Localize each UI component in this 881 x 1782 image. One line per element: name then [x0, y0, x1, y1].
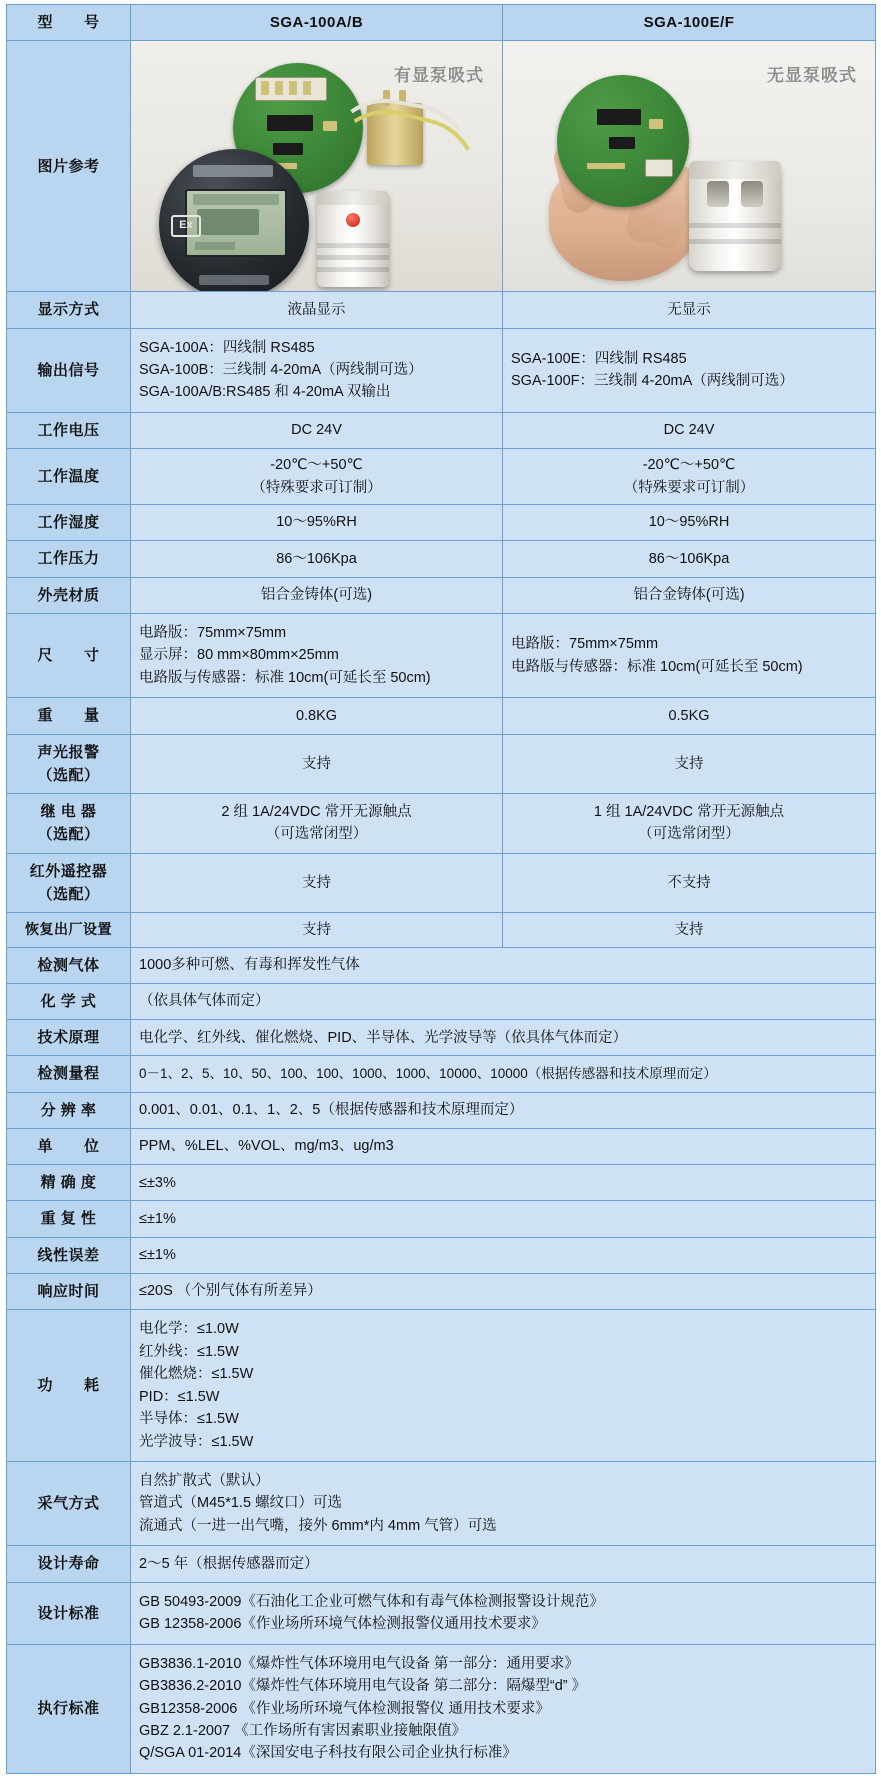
cell-resolution: 0.001、0.01、0.1、1、2、5（根据传感器和技术原理而定）	[131, 1092, 876, 1128]
cell-design-standard	[131, 1582, 876, 1644]
cell-sampling-line2: 管道式（M45*1.5 螺纹口）可选	[139, 1495, 343, 1512]
cell-power-line1: 电化学：≤1.0W	[139, 1321, 239, 1338]
cell-lifespan: 2～5 年（根据传感器而定）	[131, 1546, 876, 1582]
cell-response-time: ≤20S （个别气体有所差异）	[131, 1273, 876, 1309]
cell-power-line4: PID：≤1.5W	[139, 1388, 220, 1405]
row-label-response-time: 响应时间	[7, 1273, 131, 1309]
cell-voltage-b: DC 24V	[503, 412, 876, 448]
cell-dimensions-a-line3: 电路版与传感器：标准 10cm(可延长至 50cm)	[139, 669, 431, 686]
cell-weight-a: 0.8KG	[131, 698, 503, 734]
table-row-linearity	[7, 1237, 876, 1273]
row-label-alarm	[7, 734, 131, 794]
table-row-output	[7, 328, 876, 412]
cell-dimensions-a-line1: 电路版：75mm×75mm	[139, 624, 287, 641]
table-row-photos	[7, 41, 876, 292]
table-row-pressure	[7, 541, 876, 577]
row-label-compliance-standard: 执行标准	[7, 1644, 131, 1773]
cell-temperature-b-line1: -20℃～+50℃	[642, 457, 736, 474]
cell-dimensions-a-line2: 显示屏：80 mm×80mm×25mm	[139, 647, 339, 664]
cell-power-line5: 半导体：≤1.5W	[139, 1411, 239, 1428]
cell-pressure-a: 86～106Kpa	[131, 541, 503, 577]
row-label-relay-line1: 继 电 器	[40, 803, 97, 820]
row-label-housing-material: 外壳材质	[7, 577, 131, 613]
cell-voltage-a: DC 24V	[131, 412, 503, 448]
table-row-ir-remote	[7, 853, 876, 913]
cell-sampling-line1: 自然扩散式（默认）	[139, 1473, 270, 1489]
row-label-relay	[7, 794, 131, 854]
cell-temperature-b	[503, 449, 876, 505]
row-label-resolution: 分 辨 率	[7, 1092, 131, 1128]
cell-relay-b-line2: （可选常闭型）	[638, 826, 740, 843]
cell-factory-reset-a: 支持	[131, 913, 503, 948]
table-row-relay	[7, 794, 876, 854]
product-photo-a	[131, 41, 503, 292]
cell-design-standard-line1: GB 50493-2009《石油化工企业可燃气体和有毒气体检测报警设计规范》	[139, 1593, 604, 1610]
cell-ir-remote-b: 不支持	[503, 853, 876, 913]
cell-temperature-a-line1: -20℃～+50℃	[270, 457, 363, 474]
table-row-sampling	[7, 1462, 876, 1546]
row-label-lifespan: 设计寿命	[7, 1546, 131, 1582]
cell-compliance-standard-line2: GB3836.2-2010《爆炸性气体环境用电气设备 第二部分：隔爆型“d” 》	[139, 1678, 587, 1695]
row-label-sampling: 采气方式	[7, 1462, 131, 1546]
table-row-display	[7, 292, 876, 328]
row-label-pressure: 工作压力	[7, 541, 131, 577]
row-label-relay-line2: （选配）	[37, 826, 100, 844]
row-label-dimensions: 尺 寸	[7, 613, 131, 697]
cell-compliance-standard-line1: GB3836.1-2010《爆炸性气体环境用电气设备 第一部分：通用要求》	[139, 1655, 579, 1672]
cell-temperature-a	[131, 449, 503, 505]
table-row-chemical-formula	[7, 983, 876, 1019]
table-row-compliance-standard	[7, 1644, 876, 1773]
table-row-range	[7, 1056, 876, 1092]
cell-power-line2: 红外线：≤1.5W	[139, 1343, 239, 1360]
cell-weight-b: 0.5KG	[503, 698, 876, 734]
table-row-repeatability	[7, 1201, 876, 1237]
cell-relay-a	[131, 794, 503, 854]
cell-humidity-a: 10～95%RH	[131, 505, 503, 541]
cell-ir-remote-a: 支持	[131, 853, 503, 913]
table-row-unit	[7, 1128, 876, 1164]
cell-alarm-b: 支持	[503, 734, 876, 794]
pcb-board-b	[557, 75, 689, 207]
cell-compliance-standard-line3: GB12358-2006 《作业场所环境气体检测报警仪 通用技术要求》	[139, 1700, 550, 1717]
row-label-ir-remote	[7, 853, 131, 913]
cell-chemical-formula: （依具体气体而定）	[131, 983, 876, 1019]
display-housing-a: Ex	[159, 149, 309, 291]
cell-relay-b-line1: 1 组 1A/24VDC 常开无源触点	[593, 803, 785, 820]
cell-output-b	[503, 328, 876, 412]
table-row-housing-material	[7, 577, 876, 613]
cell-sampling	[131, 1462, 876, 1546]
cell-repeatability: ≤±1%	[131, 1201, 876, 1237]
cell-pressure-b: 86～106Kpa	[503, 541, 876, 577]
sensor-head-b	[689, 161, 781, 271]
cell-compliance-standard-line4: GBZ 2.1-2007 《工作场所有害因素职业接触限值》	[139, 1723, 467, 1739]
table-row-lifespan	[7, 1546, 876, 1582]
cell-temperature-a-line2: （特殊要求可订制）	[251, 479, 382, 496]
cell-alarm-a: 支持	[131, 734, 503, 794]
cell-output-a-line1: SGA-100A：四线制 RS485	[139, 339, 315, 356]
cell-display-a: 液晶显示	[131, 292, 503, 328]
table-row-voltage	[7, 412, 876, 448]
row-label-linearity: 线性误差	[7, 1237, 131, 1273]
row-label-ir-remote-line1: 红外遥控器	[29, 862, 108, 880]
product-spec-table	[6, 4, 876, 1774]
table-row-model	[7, 5, 876, 41]
cell-housing-material-b: 铝合金铸体(可选)	[503, 577, 876, 613]
cell-dimensions-a	[131, 613, 503, 697]
row-label-factory-reset: 恢复出厂设置	[7, 913, 131, 948]
row-label-photo: 图片参考	[7, 41, 131, 292]
cell-housing-material-a: 铝合金铸体(可选)	[131, 577, 503, 613]
row-label-principle: 技术原理	[7, 1020, 131, 1056]
cell-relay-a-line1: 2 组 1A/24VDC 常开无源触点	[221, 803, 412, 820]
table-row-detected-gas	[7, 947, 876, 983]
row-label-display: 显示方式	[7, 292, 131, 328]
cell-output-a-line2: SGA-100B：三线制 4-20mA（两线制可选）	[139, 361, 423, 378]
cell-output-b-line1: SGA-100E：四线制 RS485	[511, 350, 687, 367]
table-row-weight	[7, 698, 876, 734]
cell-compliance-standard	[131, 1644, 876, 1773]
row-label-alarm-line2: （选配）	[37, 766, 100, 784]
cell-power-line3: 催化燃烧：≤1.5W	[139, 1366, 254, 1383]
row-label-weight: 重 量	[7, 698, 131, 734]
table-row-dimensions	[7, 613, 876, 697]
row-label-ir-remote-line2: （选配）	[37, 885, 100, 903]
cell-output-b-line2: SGA-100F：三线制 4-20mA（两线制可选）	[511, 373, 794, 390]
column-header-b: SGA-100E/F	[503, 5, 876, 41]
row-label-alarm-line1: 声光报警	[37, 743, 100, 761]
cell-principle: 电化学、红外线、催化燃烧、PID、半导体、光学波导等（依具体气体而定）	[131, 1020, 876, 1056]
cell-linearity: ≤±1%	[131, 1237, 876, 1273]
cell-range: 0－1、2、5、10、50、100、100、1000、1000、10000、10000（根据传感器和技术原理而定）	[131, 1056, 876, 1092]
product-photo-b	[503, 41, 876, 292]
table-row-power	[7, 1310, 876, 1462]
row-label-temperature: 工作温度	[7, 449, 131, 505]
column-header-a: SGA-100A/B	[131, 5, 503, 41]
table-row-alarm	[7, 734, 876, 794]
table-row-design-standard	[7, 1582, 876, 1644]
cell-temperature-b-line2: （特殊要求可订制）	[623, 479, 755, 496]
cell-factory-reset-b: 支持	[503, 913, 876, 948]
cell-sampling-line3: 流通式（一进一出气嘴，接外 6mm*内 4mm 气管）可选	[139, 1517, 497, 1534]
cell-dimensions-b	[503, 613, 876, 697]
cell-power-line6: 光学波导：≤1.5W	[139, 1433, 254, 1450]
cell-detected-gas: 1000多种可燃、有毒和挥发性气体	[131, 947, 876, 983]
cell-relay-a-line2: （可选常闭型）	[265, 826, 368, 843]
row-label-detected-gas: 检测气体	[7, 947, 131, 983]
row-label-accuracy: 精 确 度	[7, 1165, 131, 1201]
photo-caption-a: 有显泵吸式	[394, 66, 484, 86]
table-row-accuracy	[7, 1165, 876, 1201]
table-row-temperature	[7, 449, 876, 505]
cell-dimensions-b-line1: 电路版：75mm×75mm	[511, 636, 659, 653]
row-label-humidity: 工作湿度	[7, 505, 131, 541]
row-label-model: 型 号	[7, 5, 131, 41]
row-label-output: 输出信号	[7, 328, 131, 412]
row-label-power: 功 耗	[7, 1310, 131, 1462]
cell-output-a	[131, 328, 503, 412]
row-label-chemical-formula: 化 学 式	[7, 983, 131, 1019]
row-label-unit: 单 位	[7, 1128, 131, 1164]
row-label-repeatability: 重 复 性	[7, 1201, 131, 1237]
cell-dimensions-b-line2: 电路版与传感器：标准 10cm(可延长至 50cm)	[511, 658, 803, 675]
row-label-design-standard: 设计标准	[7, 1582, 131, 1644]
cell-output-a-line3: SGA-100A/B:RS485 和 4-20mA 双输出	[139, 384, 391, 401]
cell-design-standard-line2: GB 12358-2006《作业场所环境气体检测报警仪通用技术要求》	[139, 1616, 546, 1633]
row-label-voltage: 工作电压	[7, 412, 131, 448]
cell-power	[131, 1310, 876, 1462]
cell-unit: PPM、%LEL、%VOL、mg/m3、ug/m3	[131, 1128, 876, 1164]
table-row-principle	[7, 1020, 876, 1056]
cell-accuracy: ≤±3%	[131, 1165, 876, 1201]
cell-humidity-b: 10～95%RH	[503, 505, 876, 541]
table-row-response-time	[7, 1273, 876, 1309]
table-row-factory-reset	[7, 913, 876, 948]
photo-caption-b: 无显泵吸式	[767, 66, 857, 86]
table-row-humidity	[7, 505, 876, 541]
row-label-range: 检测量程	[7, 1056, 131, 1092]
table-row-resolution	[7, 1092, 876, 1128]
cell-display-b: 无显示	[503, 292, 876, 328]
cell-compliance-standard-line5: Q/SGA 01-2014《深国安电子科技有限公司企业执行标准》	[139, 1745, 517, 1762]
cell-relay-b	[503, 794, 876, 854]
